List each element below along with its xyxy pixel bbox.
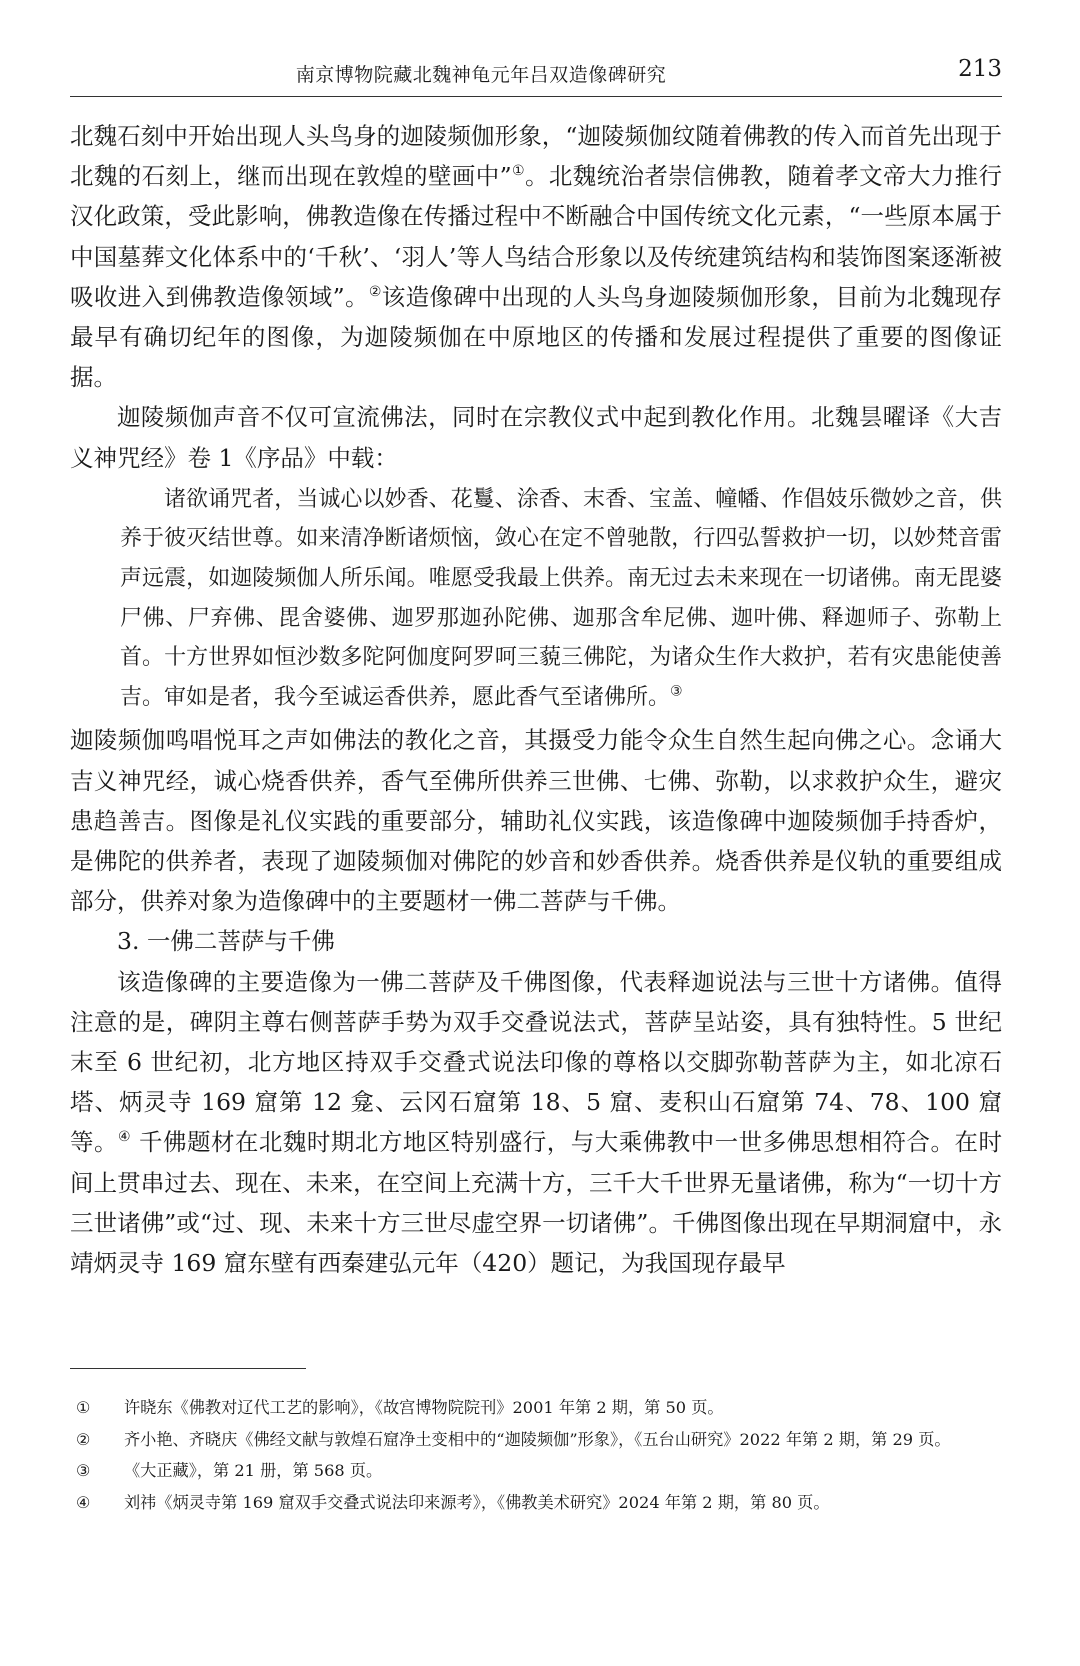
- footnote-text: 《大正藏》，第 21 册，第 568 页。: [124, 1461, 383, 1480]
- paragraph-3: 迦陵频伽鸣唱悦耳之声如佛法的教化之音，其摄受力能令众生自然生起向佛之心。念诵大吉义神咒经，诚心烧香供养，香气至佛所供养三世佛、七佛、弥勒，以求救护众生，避灾患趋善吉。图像是礼仪实践的重要部分，辅助礼仪实践，该造像碑中迦陵频伽手持香炉，是佛陀的供养者，表现了迦陵频伽对佛陀的妙音和妙香供养。烧香供养是仪轨的重要组成部分，供养对象为造像碑中的主要题材一佛二菩萨与千佛。: [70, 726, 1002, 916]
- paragraph-1-part-b: 。北魏统治者崇信佛教，随着孝文帝大力推行汉化政策，受此影响，佛教造像在传播过程中不断融合中国传统文化元素，“一些原本属于中国墓葬文化体系中的‘千秋’、‘羽人’等人鸟结合形象以及传统建筑结构和装饰图案逐渐被吸收进入到佛教造像领域”。: [70, 162, 1002, 311]
- running-title: 南京博物院藏北魏神龟元年吕双造像碑研究: [295, 64, 667, 86]
- body-text: [70, 116, 1002, 1283]
- footnote-ref-4[interactable]: ④: [117, 1129, 132, 1146]
- page-number: 213: [958, 56, 1002, 82]
- footnote-text: 刘祎《炳灵寺第 169 窟双手交叠式说法印来源考》，《佛教美术研究》2024 年第 2 期，第 80 页。: [124, 1492, 830, 1512]
- footnote-mark: ②: [76, 1429, 91, 1449]
- footnotes: [70, 1394, 1002, 1520]
- paragraph-4-part-a: 该造像碑的主要造像为一佛二菩萨及千佛图像，代表释迦说法与三世十方诸佛。值得注意的是，碑阴主尊右侧菩萨手势为双手交叠说法式，菩萨呈站姿，具有独特性。5 世纪末至 6 世纪初，北方地区持双手交叠式说法印像的尊格以交脚弥勒菩萨为主，如北凉石塔、炳灵寺 169 窟第 12 龛、云冈石窟第 18、5 窟、麦积山石窟第 74、78、100 窟等。: [70, 967, 1002, 1157]
- footnote-1: [70, 1394, 1002, 1423]
- paragraph-1-part-a: 北魏石刻中开始出现人头鸟身的迦陵频伽形象，“迦陵频伽纹随着佛教的传入而首先出现于北魏的石刻上，继而出现在敦煌的壁画中”: [70, 122, 1002, 191]
- footnote-ref-2[interactable]: ②: [368, 283, 382, 300]
- footnote-3: [70, 1457, 1002, 1486]
- footnote-ref-3[interactable]: ③: [670, 683, 683, 700]
- footnote-text: 齐小艳、齐晓庆《佛经文献与敦煌石窟净土变相中的“迦陵频伽”形象》，《五台山研究》2022 年第 2 期，第 29 页。: [124, 1429, 951, 1449]
- paragraph-4-part-b: 千佛题材在北魏时期北方地区特别盛行，与大乘佛教中一世多佛思想相符合。在时间上贯串过去、现在、未来，在空间上充满十方，三千大千世界无量诸佛，称为“一切十方三世诸佛”或“过、现、未来十方三世尽虚空界一切诸佛”。千佛图像出现在早期洞窟中，永靖炳灵寺 169 窟东壁有西秦建弘元年（420）题记，为我国现存最早: [70, 1128, 1002, 1278]
- footnote-2: [70, 1426, 1002, 1455]
- section-heading: 3. 一佛二菩萨与千佛: [117, 927, 335, 956]
- footnote-separator: [70, 1368, 306, 1369]
- paragraph-4: [70, 962, 1002, 1284]
- footnote-ref-1[interactable]: ①: [511, 163, 525, 180]
- footnote-mark: ④: [76, 1492, 91, 1512]
- paragraph-1-part-c: 该造像碑中出现的人头鸟身迦陵频伽形象，目前为北魏现存最早有确切纪年的图像，为迦陵频伽在中原地区的传播和发展过程提供了重要的图像证据。: [70, 282, 1002, 392]
- paragraph-1: [70, 116, 1002, 397]
- scripture-quote-body: 诸欲诵咒者，当诚心以妙香、花鬘、涂香、末香、宝盖、幢幡、作倡妓乐微妙之音，供养于彼灭结世尊。如来清净断诸烦恼，敛心在定不曾驰散，行四弘誓救护一切，以妙梵音雷声远震，如迦陵频伽人所乐闻。唯愿受我最上供养。南无过去未来现在一切诸佛。南无毘婆尸佛、尸弃佛、毘舍婆佛、迦罗那迦孙陀佛、迦那含牟尼佛、迦叶佛、释迦师子、弥勒上首。十方世界如恒沙数多陀阿伽度阿罗呵三藐三佛陀，为诸众生作大救护，若有灾患能使善吉。审如是者，我今至诚运香供养，愿此香气至诸佛所。: [120, 486, 1002, 710]
- footnote-mark: ③: [76, 1461, 91, 1480]
- scripture-quote: [120, 480, 1002, 718]
- footnote-4: [70, 1489, 1002, 1518]
- scripture-quote-text: [120, 480, 1002, 718]
- footnote-mark: ①: [76, 1398, 91, 1417]
- running-header: [70, 40, 1002, 97]
- footnote-text: 许晓东《佛教对辽代工艺的影响》，《故宫博物院院刊》2001 年第 2 期，第 50 页。: [124, 1398, 724, 1417]
- paragraph-2: 迦陵频伽声音不仅可宣流佛法，同时在宗教仪式中起到教化作用。北魏昙曜译《大吉义神咒经》卷 1《序品》中载：: [70, 403, 1002, 472]
